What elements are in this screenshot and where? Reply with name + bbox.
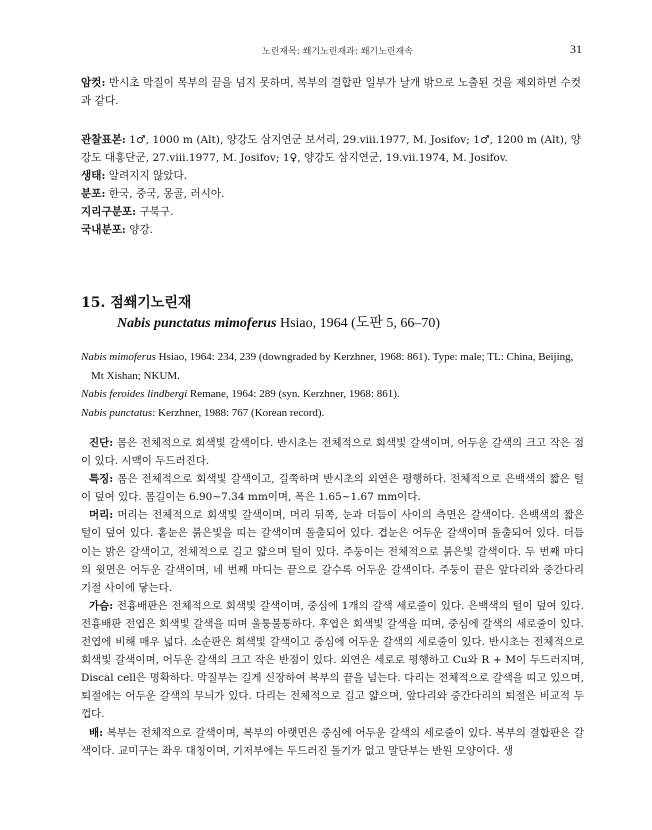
scientific-author: Hsiao, 1964 (도판 5, 66–70) [276, 316, 441, 331]
synonym-text: Hsiao, 1964: 234, 239 (downgraded by Kerzhner, 1968: 861). Type: male; TL: China, Beijing, Mt Xishan; NKUM. [91, 351, 574, 382]
synonym-name: Nabis punctatus [81, 406, 153, 419]
section-title: 15. 점쐐기노린재 [81, 295, 192, 311]
female-label: 암컷: [81, 77, 106, 89]
zoogeo-text: 구북구. [136, 206, 174, 218]
specimens-text: 1♂, 1000 m (Alt), 양강도 삼지연군 보서리, 29.viii.1977, M. Josifov; 1♂, 1200 m (Alt), 양강도 대홍단군, 27.viii.1977, M. Josifov; 1♀, 양강도 삼지연군, 19.vii.1974, M. Josifov. [81, 134, 581, 164]
diagnosis-label: 진단: [89, 437, 114, 449]
synonym-entry [81, 348, 581, 385]
thorax-label: 가슴: [89, 599, 114, 612]
characteristics-label: 특징: [89, 473, 114, 486]
abdomen-paragraph [81, 724, 584, 760]
diagnosis-text: 몸은 전체적으로 회색빛 갈색이다. 반시초는 전체적으로 회색빛 갈색이며, 어두운 갈색의 크고 작은 점이 있다. 시맥이 두드러진다. [81, 437, 584, 468]
synonym-entry [81, 404, 581, 423]
synonym-name: Nabis feroides lindbergi [81, 388, 188, 400]
synonym-text: : Kerzhner, 1988: 767 (Korean record). [152, 406, 325, 419]
distribution-label: 분포: [81, 188, 106, 200]
running-title: 노린재목: 쐐기노린재과: 쐐기노린재속 [262, 47, 413, 57]
diagnosis-paragraph [81, 434, 584, 470]
abdomen-label: 배: [89, 726, 104, 739]
specimens-block [81, 131, 581, 239]
synonym-entry [81, 385, 581, 404]
domestic-label: 국내분포: [81, 224, 126, 236]
synonym-list [81, 348, 581, 422]
distribution-text: 한국, 중국, 몽골, 러시아. [105, 188, 225, 200]
head-label: 머리: [89, 509, 114, 522]
domestic-text: 양강. [125, 224, 154, 236]
ecology-label: 생태: [81, 170, 106, 182]
scientific-name: Nabis punctatus mimoferus [117, 316, 277, 331]
female-paragraph [81, 74, 581, 110]
characteristics-paragraph [81, 470, 584, 506]
head-text: 머리는 전체적으로 회색빛 갈색이며, 머리 뒤쪽, 눈과 더듬이 사이의 측면은 갈색이다. 은백색의 짧은 털이 덮여 있다. 홑눈은 붉은빛을 띠는 갈색이며 돌출되어 있다. 겹눈은 어두운 갈색이며 돌출되어 있다. 더듬이는 밝은 갈색이고, 전체적으로 길고 얇으며 털이 있다. 주둥이는 전체적으로 붉은빛 갈색이다. 두 번째 마디의 윗면은 어두운 갈색이며, 네 번째 마디는 끝으로 갈수록 어두운 갈색이다. 주둥이 끝은 앞다리와 중간다리 기절 사이에 닿는다. [81, 509, 584, 594]
thorax-text: 전흉배판은 전체적으로 회색빛 갈색이며, 중심에 1개의 갈색 세로줄이 있다. 은백색의 털이 덮여 있다. 전흉배판 전엽은 회색빛 갈색을 띠며 울퉁불퉁하다. 후엽은 회색빛 갈색을 띠며, 중심에 갈색의 세로줄이 있다. 전엽에 비해 매우 넓다. 소순판은 회색빛 갈색이고 중심에 어두운 갈색의 세로줄이 있다. 반시초는 전체적으로 회색빛 갈색이며, 어두운 갈색의 크고 작은 반점이 있다. 외연은 세로로 평행하고 Cu와 R + M이 두드러지며, Discal cell은 명확하다. 막질부는 길게 신장하여 복부의 끝을 넘는다. 다리는 전체적으로 갈색을 띠고 있으며, 퇴절에는 어두운 갈색의 무늬가 있다. 다리는 전체적으로 길고 얇으며, 앞다리와 중간다리의 퇴절은 비교적 두껍다. [81, 599, 584, 721]
synonym-text: Remane, 1964: 289 (syn. Kerzhner, 1968: 861). [187, 388, 400, 400]
zoogeo-label: 지리구분포: [81, 206, 137, 218]
running-header [0, 44, 652, 60]
ecology-text: 알려지지 않았다. [105, 170, 188, 182]
synonym-name: Nabis mimoferus [81, 351, 156, 363]
characteristics-text: 몸은 전체적으로 회색빛 갈색이고, 길쭉하며 반시초의 외연은 평행하다. 전체적으로 은백색의 짧은 털이 덮여 있다. 몸길이는 6.90~7.34 mm이며, 폭은 1.65~1.67 mm이다. [81, 473, 584, 504]
abdomen-text: 복부는 전체적으로 갈색이며, 복부의 아랫면은 중심에 어두운 갈색의 세로줄이 있다. 복부의 결합판은 갈색이다. 교미구는 좌우 대칭이며, 기저부에는 두드러진 돌기가 없고 말단부는 반원 모양이다. 생 [81, 726, 584, 757]
head-paragraph [81, 506, 584, 596]
scientific-name-line [117, 312, 440, 332]
specimens-label: 관찰표본: [81, 134, 126, 146]
thorax-paragraph [81, 597, 584, 724]
female-text: 반시초 막질이 복부의 끝을 넘지 못하며, 복부의 결합판 일부가 날개 밖으로 노출된 것을 제외하면 수컷과 같다. [81, 77, 581, 107]
description-block [81, 434, 584, 760]
page-number: 31 [570, 42, 582, 56]
